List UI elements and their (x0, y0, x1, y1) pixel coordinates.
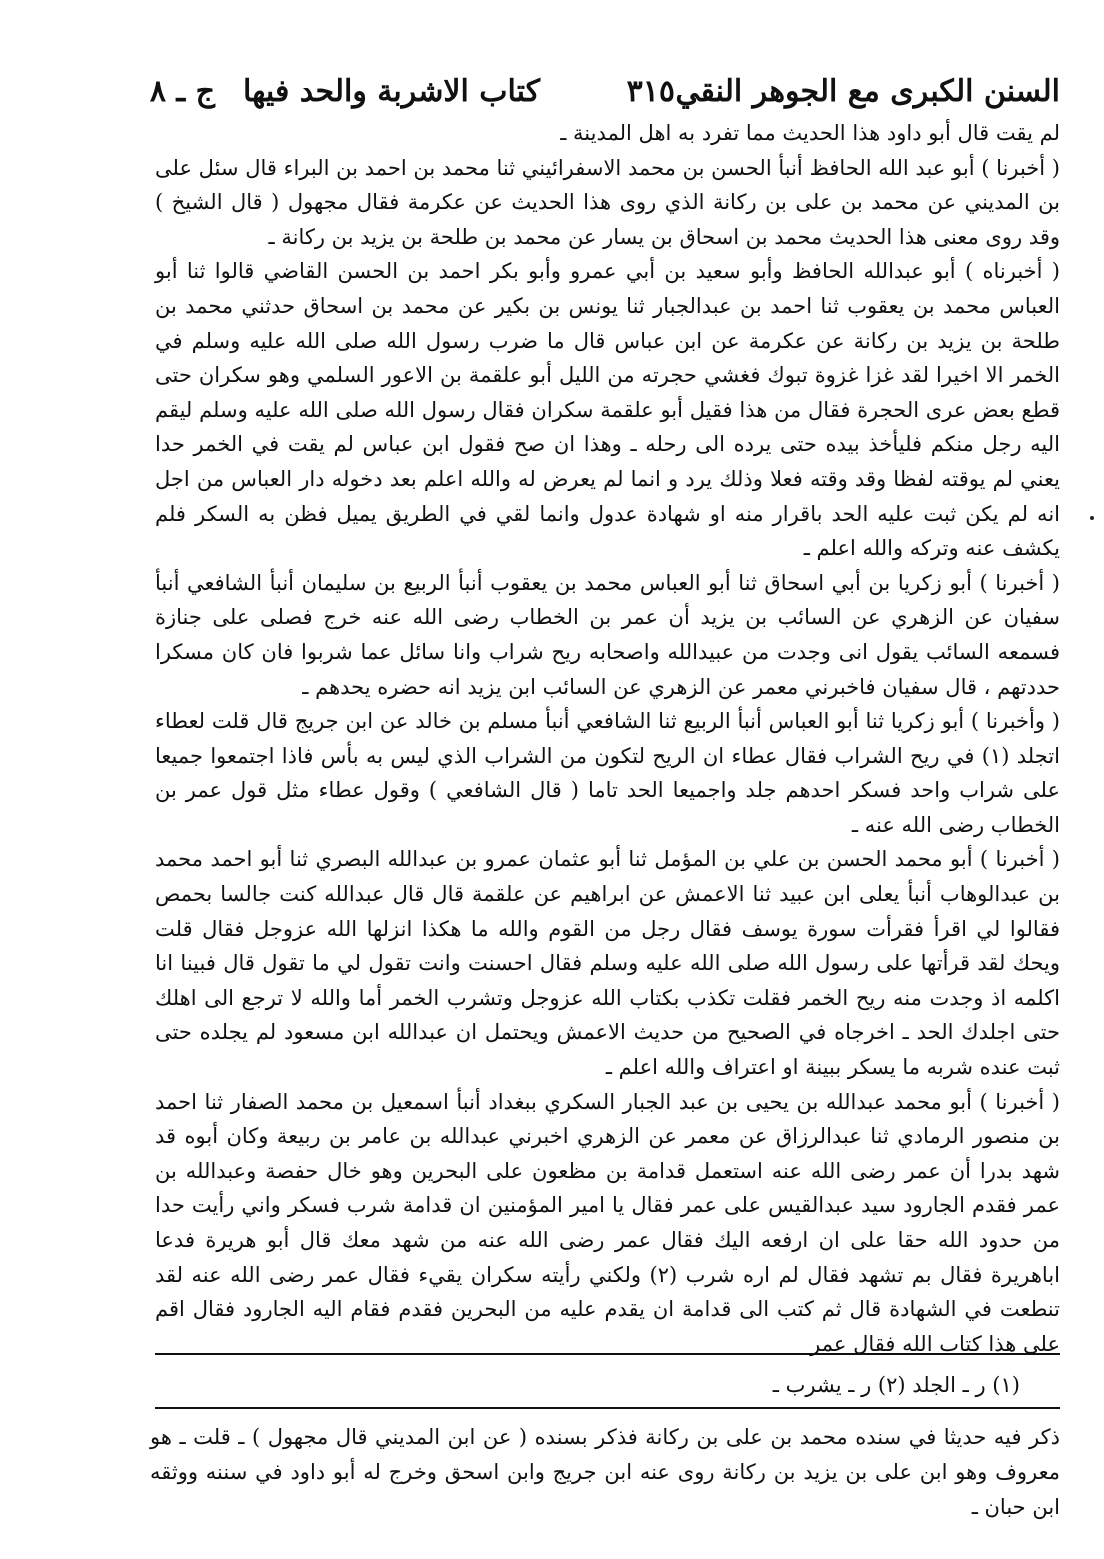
paragraph: لم يقت قال أبو داود هذا الحديث مما تفرد به اهل المدينة ـ (560, 121, 1060, 145)
commentary-footnote (150, 1420, 1060, 1525)
volume-label: ج ـ ٨ (149, 74, 215, 109)
margin-mark (1090, 516, 1094, 520)
paragraph: ( أخبرناه ) أبو عبدالله الحافظ وأبو سعيد بن أبي عمرو وأبو بكر احمد بن الحسن القاضي قالوا ثنا أبو العباس محمد بن يعقوب ثنا احمد بن عبدالجبار ثنا يونس بن بكير عن محمد بن اسحاق حدثني محمد بن طلحة بن يزيد بن ركانة عن عكرمة عن ابن عباس قال ما ضرب رسول الله صلى الله عليه وسلم في الخمر الا اخيرا لقد غزا غزوة تبوك فغشي حجرته من الليل أبو علقمة بن الاعور السلمي وهو سكران حتى قطع بعض عرى الحجرة فقال من هذا فقيل أبو علقمة سكران فقال رسول الله صلى الله عليه وسلم ليقم اليه رجل منكم فليأخذ بيده حتى يرده الى رحله ـ وهذا ان صح فقول ابن عباس لم يقت في الخمر حدا يعني لم يوقته لفظا وقد وقته فعلا وذلك يرد و انما لم يعرض له والله اعلم بعد دخوله دار العباس من اجل انه لم يكن ثبت عليه الحد باقرار منه او شهادة عدول وانما لقي في الطريق يميل فظن به السكر فلم يكشف عنه وتركه والله اعلم ـ (155, 259, 1060, 561)
page-header (149, 68, 1060, 118)
paragraph: ( وأخبرنا ) أبو زكريا ثنا أبو العباس أنبأ الربيع ثنا الشافعي أنبأ مسلم بن خالد عن ابن جريج قال قلت لعطاء اتجلد (١) في ريح الشراب فقال عطاء ان الريح لتكون من الشراب الذي ليس به بأس فاذا اجتمعوا جميعا على شراب واحد فسكر احدهم جلد واجميعا الحد تاما ( قال الشافعي ) وقول عطاء مثل قول عمر بن الخطاب رضى الله عنه ـ (155, 709, 1060, 837)
paragraph: ( أخبرنا ) أبو محمد الحسن بن علي بن المؤمل ثنا أبو عثمان عمرو بن عبدالله البصري ثنا أبو احمد محمد بن عبدالوهاب أنبأ يعلى ابن عبيد ثنا الاعمش عن ابراهيم عن علقمة قال قال عبدالله كنت جالسا بحمص فقالوا لي اقرأ فقرأت سورة يوسف فقال رجل من القوم والله ما هكذا انزلها الله عزوجل فقال قلت ويحك لقد قرأتها على رسول الله صلى الله عليه وسلم فقال احسنت وانت تقول لي ما تقول قال فبينا انا اكلمه اذ وجدت منه ريح الخمر فقلت تكذب بكتاب الله عزوجل وتشرب الخمر أما والله لا ترجع الى اهلك حتى اجلدك الحد ـ اخرجاه في الصحيح من حديث الاعمش ويحتمل ان عبدالله ابن مسعود لم يجلده حتى ثبت عنده شربه ما يسكر ببينة او اعتراف والله اعلم ـ (155, 847, 1060, 1080)
divider-rule (155, 1353, 1060, 1355)
main-text (155, 116, 1060, 1361)
divider-rule (155, 1407, 1060, 1409)
page-number: ٣١٥ (626, 74, 675, 109)
footnote-paragraph: ذكر فيه حديثا في سنده محمد بن على بن ركانة فذكر بسنده ( عن ابن المديني قال مجهول ) ـ قلت ـ هو معروف وهو ابن على بن يزيد بن ركانة روى عنه ابن جريج وابن اسحق وخرج له أبو داود في سننه ووثقه ابن حبان ـ (150, 1425, 1060, 1519)
book-title: السنن الكبرى مع الجوهر النقي (675, 74, 1060, 109)
paragraph: ( أخبرنا ) أبو محمد عبدالله بن يحيى بن عبد الجبار السكري ببغداد أنبأ اسمعيل بن محمد الصفار ثنا احمد بن منصور الرمادي ثنا عبدالرزاق عن معمر عن الزهري اخبرني عبدالله بن عامر بن ربيعة وكان أبوه قد شهد بدرا أن عمر رضى الله عنه استعمل قدامة بن مظعون على البحرين وهو خال حفصة وعبدالله بن عمر فقدم الجارود سيد عبدالقيس على عمر فقال يا امير المؤمنين ان قدامة شرب فسكر واني رأيت حدا من حدود الله حقا على ان ارفعه اليك فقال عمر رضى الله عنه من شهد معك قال أبو هريرة فدعا اباهريرة فقال بم تشهد فقال لم اره شرب (٢) ولكني رأيته سكران يقيء فقال عمر رضى الله عنه لقد تنطعت في الشهادة قال ثم كتب الى قدامة ان يقدم عليه من البحرين فقدم فقام اليه الجارود فقال اقم على هذا كتاب الله فقال عمر (155, 1089, 1061, 1356)
chapter-title: كتاب الاشربة والحد فيها (242, 74, 540, 109)
paragraph: ( أخبرنا ) أبو عبد الله الحافظ أنبأ الحسن بن محمد الاسفرائيني ثنا محمد بن احمد بن البراء قال سئل على بن المديني عن محمد بن على بن ركانة الذي روى هذا الحديث عن عكرمة فقال مجهول ( قال الشيخ ) وقد روى معنى هذا الحديث محمد بن اسحاق بن يسار عن محمد بن طلحة بن يزيد بن ركانة ـ (155, 155, 1060, 249)
textual-variants: (١) ر ـ الجلد (٢) ر ـ يشرب ـ (772, 1373, 1020, 1397)
paragraph: ( أخبرنا ) أبو زكريا بن أبي اسحاق ثنا أبو العباس محمد بن يعقوب أنبأ الربيع بن سليمان أنبأ الشافعي أنبأ سفيان عن الزهري عن السائب بن يزيد أن عمر بن الخطاب رضى الله عنه خرج فصلى على جنازة فسمعه السائب يقول انى وجدت من عبيدالله واصحابه ريح شراب وانا سائل عما شربوا فان كان مسكرا حددتهم ، قال سفيان فاخبرني معمر عن الزهري عن السائب ابن يزيد انه حضره يحدهم ـ (155, 570, 1060, 699)
